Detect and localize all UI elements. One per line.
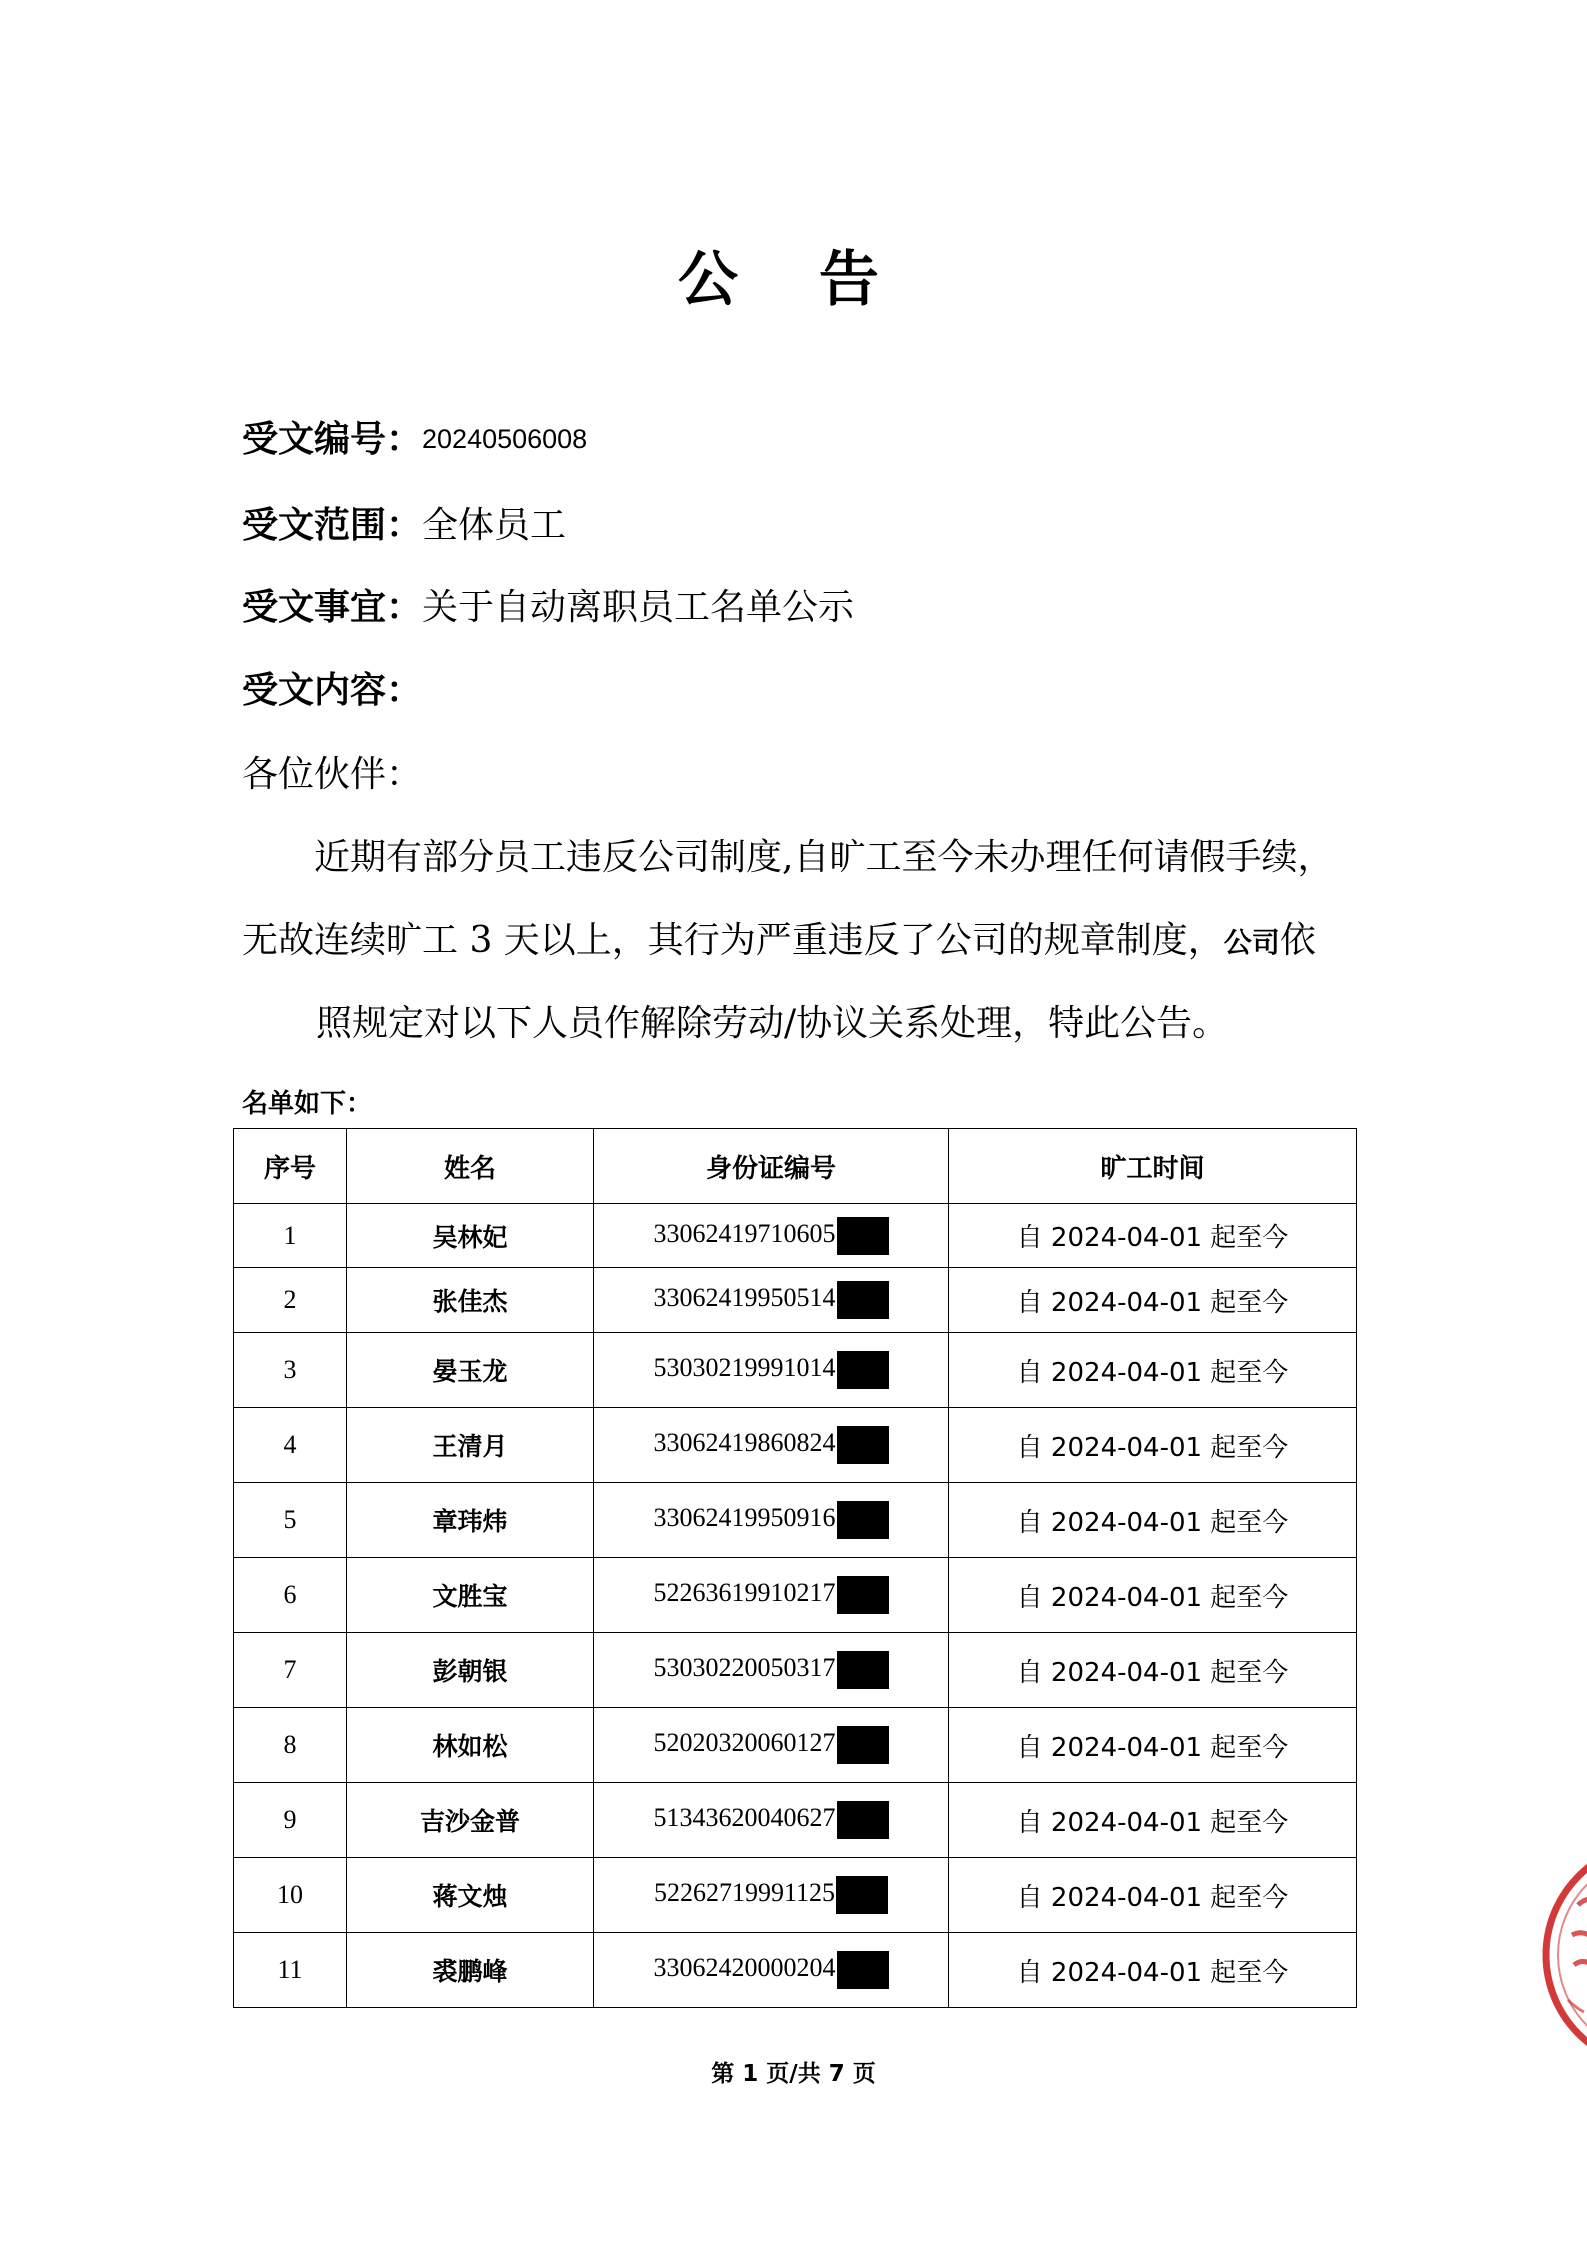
table-row [234,1708,1357,1783]
row-absence: 自 2024-04-01 起至今 [949,1858,1357,1933]
table-row [234,1268,1357,1333]
redaction-block [837,1576,889,1614]
row-id: 52262719991125 [653,1877,836,1907]
row-absence: 自 2024-04-01 起至今 [949,1333,1357,1408]
body-line-2-text: 无故连续旷工 3 天以上，其行为严重违反了公司的规章制度， [242,920,1224,961]
row-name: 林如松 [347,1708,594,1783]
body-line-2 [242,920,1316,961]
scope-label: 受文范围： [242,505,423,546]
row-serial: 8 [234,1708,347,1783]
row-absence: 自 2024-04-01 起至今 [949,1633,1357,1708]
seal-outer-ring [1546,1843,1587,2067]
row-absence: 自 2024-04-01 起至今 [949,1933,1357,2008]
row-serial: 7 [234,1633,347,1708]
body-line-1: 近期有部分员工违反公司制度,自旷工至今未办理任何请假手续， [314,837,1334,878]
redaction-block [837,1217,889,1255]
row-id: 33062419950916 [653,1502,836,1532]
table-row [234,1333,1357,1408]
row-name: 吉沙金普 [347,1783,594,1858]
row-absence: 自 2024-04-01 起至今 [949,1268,1357,1333]
header-id-number: 身份证编号 [594,1129,949,1204]
redaction-block [837,1951,889,1989]
subject-field [242,587,855,628]
row-absence: 自 2024-04-01 起至今 [949,1483,1357,1558]
row-absence: 自 2024-04-01 起至今 [949,1204,1357,1268]
table-row [234,1783,1357,1858]
table-header-row [234,1129,1357,1204]
row-serial: 1 [234,1204,347,1268]
row-id-cell [594,1204,949,1268]
row-serial: 10 [234,1858,347,1933]
row-name: 裘鹏峰 [347,1933,594,2008]
row-id-cell [594,1933,949,2008]
body-line-2-bold: 公司 [1223,926,1280,959]
row-id: 52020320060127 [653,1727,836,1757]
row-id-cell [594,1333,949,1408]
row-name: 张佳杰 [347,1268,594,1333]
table-row [234,1408,1357,1483]
redaction-block [837,1426,889,1464]
subject-label: 受文事宜： [242,587,423,628]
row-id: 51343620040627 [653,1802,836,1832]
doc-number-value: 20240506008 [422,424,588,454]
redaction-block [836,1876,888,1914]
row-id: 53030220050317 [653,1652,836,1682]
doc-number-field [242,419,588,460]
page-footer: 第 1 页/共 7 页 [711,2061,876,2087]
subject-value: 关于自动离职员工名单公示 [422,587,855,628]
row-id: 53030219991014 [653,1352,836,1382]
redaction-block [837,1281,889,1319]
header-serial: 序号 [234,1129,347,1204]
doc-number-label: 受文编号： [242,419,423,460]
row-id-cell [594,1483,949,1558]
row-id-cell [594,1558,949,1633]
list-heading: 名单如下： [242,1089,373,1119]
table-row [234,1558,1357,1633]
body-line-3: 照规定对以下人员作解除劳动/协议关系处理，特此公告。 [316,1003,1229,1044]
redaction-block [837,1726,889,1764]
row-serial: 5 [234,1483,347,1558]
row-name: 文胜宝 [347,1558,594,1633]
row-name: 蒋文烛 [347,1858,594,1933]
salutation: 各位伙伴： [242,754,423,795]
company-seal [1538,1835,1587,2075]
content-field [242,670,423,711]
redaction-block [837,1801,889,1839]
row-absence: 自 2024-04-01 起至今 [949,1558,1357,1633]
header-name: 姓名 [347,1129,594,1204]
row-absence: 自 2024-04-01 起至今 [949,1708,1357,1783]
row-id-cell [594,1633,949,1708]
row-id-cell [594,1858,949,1933]
notice-title: 公 告 [678,245,909,315]
row-name: 彭朝银 [347,1633,594,1708]
seal-strokes [1572,1899,1587,1967]
redaction-block [837,1351,889,1389]
content-label: 受文内容： [242,670,423,711]
table-row [234,1633,1357,1708]
row-id: 33062419860824 [653,1427,836,1457]
row-id-cell [594,1783,949,1858]
redaction-block [837,1501,889,1539]
table-row [234,1483,1357,1558]
scope-value: 全体员工 [422,505,567,546]
row-serial: 4 [234,1408,347,1483]
row-absence: 自 2024-04-01 起至今 [949,1783,1357,1858]
row-id: 52263619910217 [653,1577,836,1607]
row-id-cell [594,1408,949,1483]
table-row [234,1204,1357,1268]
absentee-table [233,1128,1357,2008]
row-id: 33062419950514 [653,1282,836,1312]
row-name: 晏玉龙 [347,1333,594,1408]
row-id: 33062419710605 [653,1218,836,1248]
row-serial: 9 [234,1783,347,1858]
row-name: 吴林妃 [347,1204,594,1268]
header-absence-time: 旷工时间 [949,1129,1357,1204]
row-serial: 11 [234,1933,347,2008]
row-absence: 自 2024-04-01 起至今 [949,1408,1357,1483]
redaction-block [837,1651,889,1689]
row-serial: 6 [234,1558,347,1633]
row-serial: 2 [234,1268,347,1333]
seal-rim-marks [1568,2000,1584,2012]
body-line-2-tail: 依 [1279,920,1316,961]
row-id: 33062420000204 [653,1952,836,1982]
row-name: 章玮炜 [347,1483,594,1558]
row-id-cell [594,1268,949,1333]
table-row [234,1858,1357,1933]
row-name: 王清月 [347,1408,594,1483]
row-id-cell [594,1708,949,1783]
row-serial: 3 [234,1333,347,1408]
scope-field [242,505,567,546]
table-row [234,1933,1357,2008]
